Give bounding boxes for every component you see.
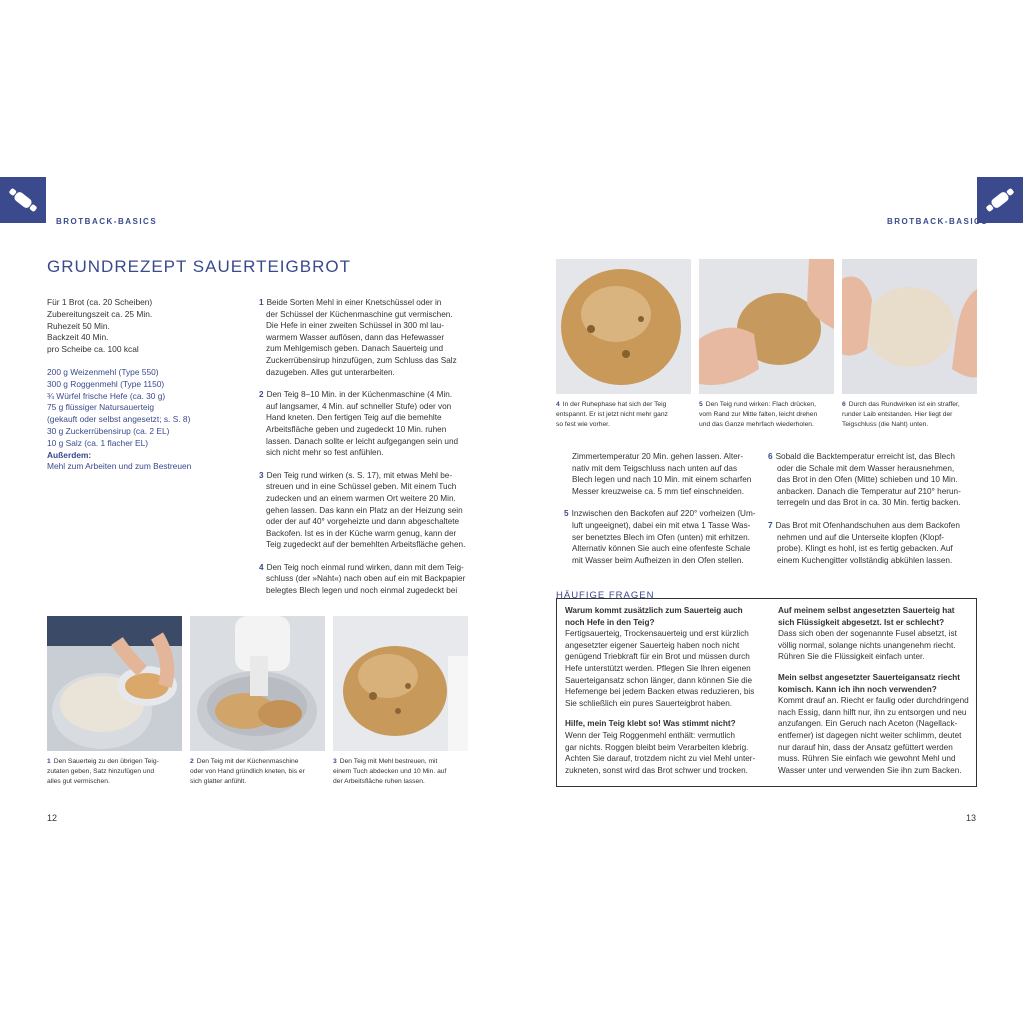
- step-2: [259, 389, 474, 459]
- caption-line: einem Tuch abdecken und 10 Min. auf: [333, 768, 447, 776]
- caption-line: In der Ruhephase hat sich der Teig: [562, 401, 667, 408]
- caption-line: sich glatter anfühlt.: [190, 778, 247, 786]
- step-line: Backofen. Ist es in der Küche warm genug, kann der: [266, 528, 457, 538]
- photo-mixing: [47, 616, 182, 751]
- faq-answer-line: Kommt drauf an. Riecht er faulig oder durchdringend: [778, 696, 969, 706]
- faq-answer-line: muss. Rühren Sie einfach wie gewohnt Mehl und: [778, 754, 956, 764]
- caption-line: oder von Hand gründlich kneten, bis er: [190, 768, 305, 776]
- caption-number: 4: [556, 401, 560, 408]
- step-4-continued: [564, 451, 764, 497]
- step-4: [259, 562, 474, 597]
- step-5: [564, 508, 764, 566]
- step-line: dazugeben. Alles gut unterarbeiten.: [266, 367, 395, 377]
- step-number: 5: [564, 509, 569, 519]
- caption-5: [699, 400, 839, 431]
- ingredient-list: [47, 367, 252, 473]
- step-number: 6: [768, 452, 773, 461]
- caption-line: Den Teig mit Mehl bestreuen, mit: [339, 758, 438, 765]
- step-line: nativ mit dem Teigschluss nach unten auf das: [572, 463, 738, 473]
- step-1: [259, 297, 474, 378]
- photo-resting-dough: [333, 616, 468, 751]
- step-line: der Schüssel der Küchenmaschine gut vermischen.: [266, 309, 453, 319]
- faq-answer: [778, 628, 973, 663]
- ingredient-item: 200 g Weizenmehl (Type 550): [47, 367, 159, 377]
- extra-label: Außerdem:: [47, 449, 92, 460]
- faq-answer-line: entferner) ist dagegen nicht weiter schlimm, deutet: [778, 730, 962, 740]
- faq-answer-line: Fertigsauerteig, Trockensauerteig und erst kürzlich: [565, 629, 749, 639]
- step-number: 4: [259, 562, 264, 572]
- ingredient-item: (gekauft oder selbst angesetzt; s. S. 8): [47, 414, 191, 425]
- faq-question-line: Auf meinem selbst angesetzten Sauerteig hat: [778, 606, 955, 615]
- meta-line: Zubereitungszeit ca. 25 Min.: [47, 308, 153, 319]
- ingredient-item: ¾ Würfel frische Hefe (ca. 30 g): [47, 390, 166, 401]
- step-line: belegtes Blech legen und noch einmal zugedeckt bei: [266, 586, 458, 596]
- faq-question-line: sich Flüssigkeit abgesetzt. Ist er schlecht?: [778, 617, 945, 627]
- step-line: Das Brot mit Ofenhandschuhen aus dem Backofen: [775, 520, 960, 530]
- step-7: [768, 520, 973, 566]
- faq-answer-line: Hefemenge bei jedem Backen etwas reduzieren, bis: [565, 687, 755, 697]
- faq-question-line: komisch. Kann ich ihn noch verwenden?: [778, 684, 937, 694]
- page-number-right: 13: [966, 813, 977, 823]
- caption-number: 2: [190, 758, 194, 765]
- step-line: oder die Schale mit dem Wasser herausnehmen,: [777, 463, 955, 473]
- faq-answer-line: Dass sich oben der sogenannte Fusel absetzt, ist: [778, 629, 957, 639]
- step-line: Den Teig noch einmal rund wirken, dann mit dem Teig-: [266, 562, 464, 572]
- faq-answer-line: völlig normal, solange nichts unangenehm riecht.: [778, 640, 956, 650]
- step-line: streuen und in eine Schüssel geben. Mit einem Tuch: [266, 482, 457, 492]
- photo-relaxed-dough: [556, 259, 691, 394]
- meta-line: Für 1 Brot (ca. 20 Scheiben): [47, 297, 153, 307]
- step-line: oder der auf 40° vorgeheizte und dann abgeschaltete: [266, 517, 460, 527]
- step-line: Messer kreuzweise ca. 5 mm tief einschneiden.: [572, 486, 745, 496]
- faq-question: [565, 605, 770, 628]
- step-line: warmem Wasser auflösen, dann das Hefewasser: [266, 332, 445, 342]
- step-line: lassen. Danach sollte er leicht aufgegangen sein und: [266, 436, 459, 446]
- step-line: Inzwischen den Backofen auf 220° vorheizen (Um-: [571, 509, 756, 519]
- faq-question-line: Warum kommt zusätzlich zum Sauerteig auch: [565, 606, 743, 615]
- faq-answer: [778, 695, 973, 776]
- faq-answer-line: Rühren Sie die Flüssigkeit einfach unter.: [778, 652, 925, 662]
- faq-answer-line: gar nichts. Roggen bleibt beim Verarbeiten klebrig.: [565, 742, 749, 752]
- faq-answer-line: angesetzter eigener Sauerteig haben noch nicht: [565, 640, 740, 650]
- caption-line: runder Laib entstanden. Hier liegt der: [842, 411, 953, 419]
- step-line: Arbeitsfläche geben und zugedeckt 10 Min. ruhen: [266, 424, 447, 434]
- caption-line: vom Rand zur Mitte falten, leicht drehen: [699, 411, 818, 419]
- step-line: gehen lassen. Das kann ein Platz an der Heizung sein: [266, 505, 463, 515]
- faq-answer: [565, 730, 770, 776]
- faq-question: [565, 718, 770, 730]
- step-number: 3: [259, 470, 264, 480]
- ingredient-item: 75 g flüssiger Natursauerteig: [47, 402, 155, 413]
- step-number: 7: [768, 520, 773, 530]
- step-line: Alternativ können Sie auch eine ofenfeste Schale: [572, 544, 751, 554]
- faq-title: HÄUFIGE FRAGEN: [556, 590, 658, 601]
- faq-question-line: Hilfe, mein Teig klebt so! Was stimmt nicht?: [565, 719, 736, 729]
- faq-answer-line: Sauerteigansatz schon länger, dann können Sie die: [565, 675, 753, 685]
- left-tab: [0, 177, 46, 223]
- caption-line: alles gut vermischen.: [47, 778, 110, 786]
- caption-line: entspannt. Er ist jetzt nicht mehr ganz: [556, 411, 668, 419]
- faq-answer-line: Sie schließlich ein pures Sauerteigbrot haben.: [565, 698, 733, 708]
- caption-line: so fest wie vorher.: [556, 421, 610, 429]
- ingredient-item: 30 g Zuckerrübensirup (ca. 2 EL): [47, 425, 170, 436]
- caption-line: Teigschluss (die Naht) unten.: [842, 421, 929, 429]
- caption-number: 3: [333, 758, 337, 765]
- caption-line: Den Teig rund wirken: Flach drücken,: [705, 401, 817, 408]
- step-line: Blech legen und nach 10 Min. mit einem scharfen: [572, 475, 752, 485]
- step-line: sich nicht mehr so fest anfühlen.: [266, 448, 384, 458]
- photo-kneading-machine: [190, 616, 325, 751]
- meta-line: pro Scheibe ca. 100 kcal: [47, 344, 139, 355]
- faq-answer-line: nach Essig, dann hilft nur, ihn zu entsorgen und neu: [778, 707, 967, 717]
- step-line: anbacken. Danach die Temperatur auf 210° herun-: [777, 486, 961, 496]
- step-line: Zuckerrübensirup hinzufügen, zum Schluss das Salz: [266, 355, 457, 365]
- caption-number: 5: [699, 401, 703, 408]
- recipe-meta: [47, 297, 247, 356]
- faq-answer-line: Wenn der Teig Roggenmehl enthält: vermutlich: [565, 730, 735, 740]
- steps-right-col1: [564, 451, 764, 566]
- steps-left: [259, 297, 474, 597]
- caption-line: Den Sauerteig zu den übrigen Teig-: [53, 758, 159, 765]
- step-line: zudecken und an einem warmen Ort weitere 20 Min.: [266, 493, 456, 503]
- photo-shaping-dough: [699, 259, 834, 394]
- caption-6: [842, 400, 982, 431]
- caption-number: 1: [47, 758, 51, 765]
- faq-col-2: [778, 605, 973, 785]
- faq-answer-line: Achten Sie darauf, trotzdem nicht zu viel Mehl unter-: [565, 754, 756, 764]
- caption-1: [47, 757, 187, 788]
- extra-text: Mehl zum Arbeiten und zum Bestreuen: [47, 461, 192, 472]
- step-line: Zimmertemperatur 20 Min. gehen lassen. Alter-: [572, 452, 744, 461]
- step-line: terregeln und das Brot in ca. 30 Min. fertig backen.: [777, 498, 961, 508]
- page-title: GRUNDREZEPT SAUERTEIGBROT: [47, 257, 351, 276]
- step-line: Teig zugedeckt auf der bemehlten Arbeitsfläche gehen.: [266, 540, 466, 550]
- faq-answer-line: anzufangen. Ein Geruch nach Aceton (Nagellack-: [778, 719, 958, 729]
- caption-3: [333, 757, 473, 788]
- step-line: einem Kuchengitter vollständig abkühlen lassen.: [777, 555, 953, 565]
- page-number-left: 12: [47, 813, 58, 823]
- step-line: schluss (der »Naht«) nach oben auf ein mit Backpapier: [266, 574, 466, 584]
- section-label-left: BROTBACK-BASICS: [56, 217, 158, 226]
- step-6: [768, 451, 973, 509]
- caption-line: der Arbeitsfläche ruhen lassen.: [333, 778, 425, 786]
- meta-line: Ruhezeit 50 Min.: [47, 320, 110, 331]
- step-line: ser benetztes Blech im Ofen (unten) mit erhitzen.: [572, 532, 750, 542]
- step-line: Beide Sorten Mehl in einer Knetschüssel oder in: [266, 298, 442, 307]
- faq-col-1: [565, 605, 770, 785]
- faq-question: [778, 672, 973, 695]
- faq-answer-line: Hefe unterstützt werden. Pflegen Sie Ihren eigenen: [565, 663, 751, 673]
- caption-line: Den Teig mit der Küchenmaschine: [196, 758, 299, 765]
- faq-question: [778, 605, 973, 628]
- step-line: probe). Klingt es hohl, ist es fertig gebacken. Auf: [777, 544, 953, 554]
- step-line: zum Mehlgemisch geben. Danach Sauerteig und: [266, 344, 444, 354]
- section-label-right: BROTBACK-BASICS: [887, 217, 989, 226]
- step-line: Den Teig 8–10 Min. in der Küchenmaschine (4 Min.: [266, 390, 453, 400]
- caption-number: 6: [842, 401, 846, 408]
- step-line: mit Wasser beim Aufheizen in den Ofen stellen.: [572, 555, 744, 565]
- step-line: auf langsamer, 4 Min. auf schneller Stufe) oder von: [266, 401, 452, 411]
- faq-answer-line: genügend Triebkraft für ein Brot und müssen durch: [565, 652, 750, 662]
- faq-answer-line: Wasser unter und verwenden Sie ihn zum Backen.: [778, 765, 962, 775]
- step-line: Sobald die Backtemperatur erreicht ist, das Blech: [775, 452, 955, 461]
- faq-question-line: Mein selbst angesetzter Sauerteigansatz riecht: [778, 672, 961, 682]
- step-line: Die Hefe in einer zweiten Schüssel in 300 ml lau-: [266, 321, 444, 331]
- rolling-pin-icon: [3, 180, 43, 220]
- step-line: Hand kneten. Den fertigen Teig auf die bemehlte: [266, 413, 442, 423]
- step-line: nehmen und auf die Unterseite klopfen (Klopf-: [777, 532, 945, 542]
- step-line: luft ungeeignet), dabei ein mit etwa 1 Tasse Was-: [572, 520, 751, 530]
- step-number: 2: [259, 390, 264, 400]
- ingredient-item: 300 g Roggenmehl (Type 1150): [47, 378, 165, 389]
- faq-answer-line: nur darauf hin, dass der Ansatz gefüttert werden: [778, 742, 953, 752]
- step-line: Den Teig rund wirken (s. S. 17), mit etwas Mehl be-: [266, 470, 453, 480]
- faq-answer: [565, 628, 770, 709]
- steps-right-col2: [768, 451, 973, 566]
- caption-4: [556, 400, 696, 431]
- faq-question-line: noch Hefe in den Teig?: [565, 617, 655, 627]
- faq-answer-line: zukneten, sonst wird das Brot schwer und trocken.: [565, 765, 748, 775]
- caption-line: und das Ganze mehrfach wiederholen.: [699, 421, 814, 429]
- caption-2: [190, 757, 330, 788]
- step-3: [259, 470, 474, 551]
- caption-line: Durch das Rundwirken ist ein straffer,: [848, 401, 960, 408]
- meta-line: Backzeit 40 Min.: [47, 332, 109, 343]
- step-number: 1: [259, 298, 264, 307]
- photo-round-loaf: [842, 259, 977, 394]
- step-line: das Brot in den Ofen (Mitte) schieben und 10 Min.: [777, 475, 958, 485]
- ingredient-item: 10 g Salz (ca. 1 flacher EL): [47, 437, 149, 448]
- caption-line: zutaten geben, Satz hinzufügen und: [47, 768, 155, 776]
- rolling-pin-icon: [980, 180, 1020, 220]
